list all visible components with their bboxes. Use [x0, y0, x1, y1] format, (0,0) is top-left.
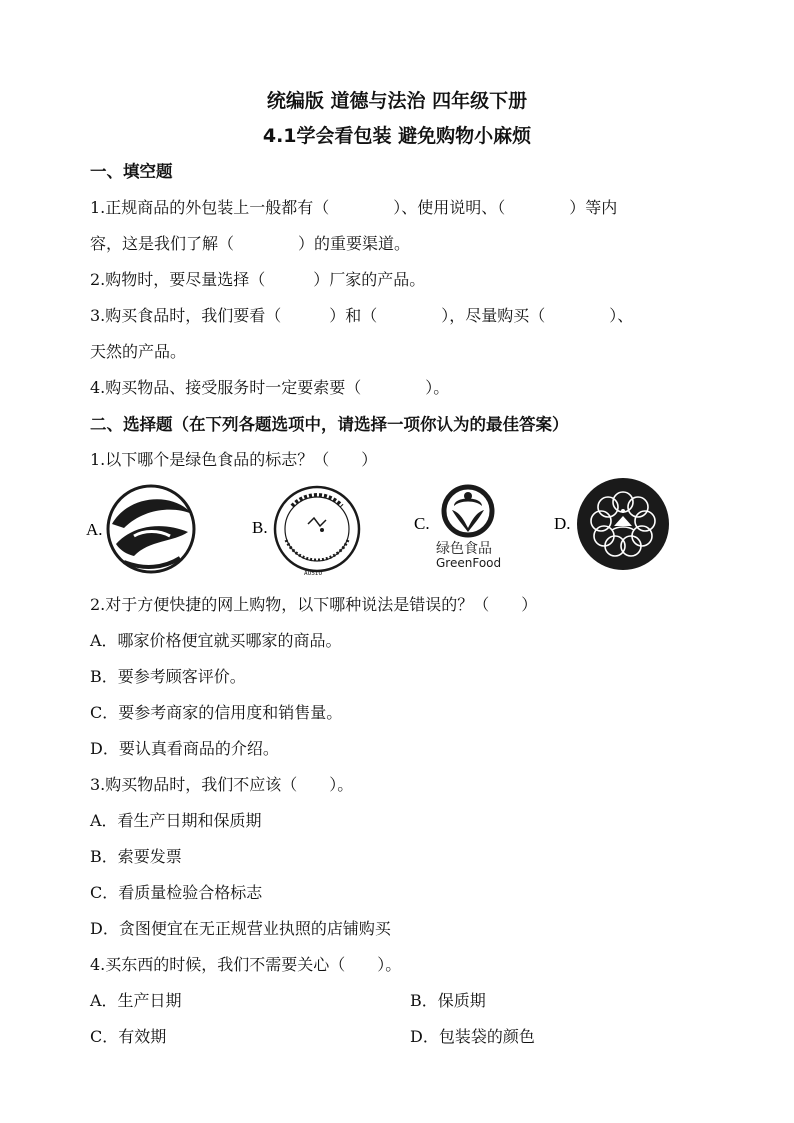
choice-question-4-stem: 4.买东西的时候，我们不需要关心（ ）。 [90, 955, 402, 974]
choice-question-2-stem: 2.对于方便快捷的网上购物，以下哪种说法是错误的？（ ） [90, 595, 538, 614]
organic-code-text: AOSIO [304, 570, 323, 577]
choice-question-2-option-b: B．要参考顾客评价。 [90, 667, 246, 686]
section-choice-heading: 二、选择题（在下列各题选项中，请选择一项你认为的最佳答案） [90, 415, 569, 434]
green-food-cn-text: 绿色食品 [436, 541, 492, 557]
choice-question-3-option-b: B．索要发票 [90, 847, 182, 866]
choice-question-2-option-a: A．哪家价格便宜就买哪家的商品。 [90, 631, 342, 650]
choice-question-3-option-d: D．贪图便宜在无正规营业执照的店铺购买 [90, 919, 391, 938]
choice-question-1-stem: 1.以下哪个是绿色食品的标志？（ ） [90, 450, 378, 469]
choice-question-4-option-c: C．有效期 [90, 1027, 167, 1046]
fill-question-1-line-2: 容，这是我们了解（ ）的重要渠道。 [90, 234, 411, 253]
fill-question-1-line-1: 1.正规商品的外包装上一般都有（ ）、使用说明、（ ）等内 [90, 198, 618, 217]
fill-question-2: 2.购物时，要尽量选择（ ）厂家的产品。 [90, 270, 426, 289]
section-fill-blank-heading: 一、填空题 [90, 162, 173, 181]
green-food-logo-icon [440, 484, 496, 538]
organic-product-logo-icon [270, 484, 364, 574]
eco-label-logo-icon [104, 484, 198, 574]
choice-question-4-option-a: A．生产日期 [90, 991, 182, 1010]
page-subtitle: 4.1学会看包装 避免购物小麻烦 [262, 125, 532, 147]
green-food-en-text: GreenFood [436, 556, 502, 570]
choice-question-4-option-b: B．保质期 [410, 991, 486, 1010]
option-a-label: A. [86, 520, 103, 539]
page-title: 统编版 道德与法治 四年级下册 [266, 90, 528, 112]
choice-question-2-option-c: C．要参考商家的信用度和销售量。 [90, 703, 343, 722]
environmental-label-logo-icon [574, 476, 672, 572]
choice-question-4-option-d: D．包装袋的颜色 [410, 1027, 535, 1046]
fill-question-3-line-1: 3.购买食品时，我们要看（ ）和（ ），尽量购买（ ）、 [90, 306, 634, 325]
option-c-label: C. [414, 514, 430, 533]
fill-question-4: 4.购买物品、接受服务时一定要索要（ ）。 [90, 378, 450, 397]
choice-question-3-option-a: A．看生产日期和保质期 [90, 811, 262, 830]
choice-question-3-stem: 3.购买物品时，我们不应该（ ）。 [90, 775, 354, 794]
option-b-label: B. [252, 518, 268, 537]
fill-question-3-line-2: 天然的产品。 [90, 342, 187, 361]
choice-question-3-option-c: C．看质量检验合格标志 [90, 883, 263, 902]
choice-question-2-option-d: D．要认真看商品的介绍。 [90, 739, 279, 758]
option-d-label: D. [554, 514, 571, 533]
